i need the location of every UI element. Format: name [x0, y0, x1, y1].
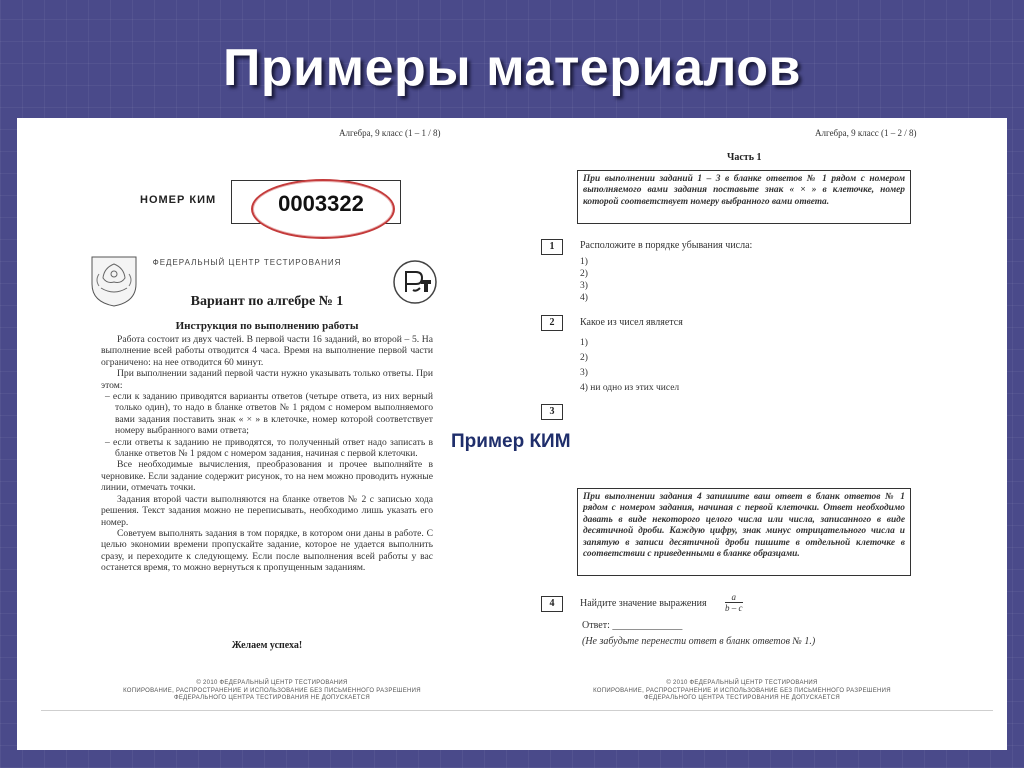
- instruction-title: Инструкция по выполнению работы: [175, 320, 359, 332]
- copyright-line: ФЕДЕРАЛЬНОГО ЦЕНТРА ТЕСТИРОВАНИЯ НЕ ДОПУСКАЕТСЯ: [173, 695, 371, 701]
- answer-option: 3): [580, 368, 588, 378]
- fraction-numerator: a: [725, 592, 743, 603]
- question-number: 4: [541, 596, 563, 612]
- fraction-denominator: b – c: [725, 603, 743, 613]
- instruction-paragraph: Задания второй части выполняются на бланке ответов № 2 с записью хода решения. Текст задания можно не переписывать, необходимо лишь указать его номер.: [101, 493, 433, 528]
- answer-options: [580, 256, 588, 304]
- copyright-line: ФЕДЕРАЛЬНОГО ЦЕНТРА ТЕСТИРОВАНИЯ НЕ ДОПУСКАЕТСЯ: [643, 695, 841, 701]
- variant-title: Вариант по алгебре № 1: [190, 294, 344, 309]
- copyright-line: © 2010 ФЕДЕРАЛЬНЫЙ ЦЕНТР ТЕСТИРОВАНИЯ: [196, 680, 348, 686]
- instruction-box-2: При выполнении задания 4 запишите ваш ответ в бланк ответов № 1 рядом с номером задания, начиная с первой клеточки. Ответ необходимо давать в виде некоторого целого числа или числа, записанного в виде десятичной дроби. Каждую цифру, знак минус отрицательного числа и запятую в записи десятичной дроби пишите в отдельной клеточке в соответствии с приведенными в бланке образцами.: [577, 488, 911, 576]
- example-kim-label: Пример КИМ: [451, 431, 571, 452]
- closing-wish: Желаем успеха!: [231, 640, 303, 651]
- instruction-paragraph: При выполнении заданий первой части нужно указывать только ответы. При этом:: [101, 368, 433, 391]
- instruction-paragraph: Советуем выполнять задания в том порядке, в котором они даны в работе. С целью экономии времени пропускайте задание, которое не удается выполнить сразу, и переходите к следующему. Если после выполнения всей работы у вас останется время, то можно вернуться к пропущенным заданиям.: [101, 527, 433, 574]
- instruction-paragraph: Все необходимые вычисления, преобразования и прочее выполняйте в черновике. Если задание содержит рисунок, то на нем можно проводить нужные линии, отмечать точки.: [101, 459, 433, 494]
- transfer-reminder: (Не забудьте перенести ответ в бланк ответов № 1.): [582, 636, 816, 647]
- answer-option: 4): [580, 293, 588, 303]
- page-2-copyright: [577, 680, 907, 703]
- copyright-line: КОПИРОВАНИЕ, РАСПРОСТРАНЕНИЕ И ИСПОЛЬЗОВАНИЕ БЕЗ ПИСЬМЕННОГО РАЗРЕШЕНИЯ: [123, 687, 421, 694]
- instruction-box-1: При выполнении заданий 1 – 3 в бланке ответов № 1 рядом с номером выполняемого вами задания поставьте знак « × » в клеточке, номер которой соответствует номеру выбранного вами ответа.: [577, 170, 911, 224]
- answer-option: 1): [580, 257, 588, 267]
- part-title: Часть 1: [727, 152, 762, 163]
- instruction-body: [101, 334, 433, 574]
- page-2: [497, 118, 1007, 750]
- question-text: Расположите в порядке убывания числа:: [580, 240, 753, 251]
- page-2-header: Алгебра, 9 класс (1 – 2 / 8): [815, 128, 917, 138]
- answer-options: [580, 336, 679, 396]
- slide-title: Примеры материалов: [223, 39, 801, 97]
- answer-line: Ответ: ______________: [582, 620, 683, 631]
- page-1-header: Алгебра, 9 класс (1 – 1 / 8): [339, 128, 441, 138]
- instruction-bullet: – если к заданию приводятся варианты ответов (четыре ответа, из них верный только один), то надо в бланке ответов № 1 рядом с номером выполняемого вами задания поставить знак « × » в клеточке, номер которой соответствует номеру выбранного вами ответа;: [105, 391, 433, 437]
- federal-center-name: ФЕДЕРАЛЬНЫЙ ЦЕНТР ТЕСТИРОВАНИЯ: [152, 258, 342, 267]
- question-number: 3: [541, 404, 563, 420]
- question-text: Какое из чисел является: [580, 317, 683, 328]
- instruction-bullet: – если ответы к заданию не приводятся, то полученный ответ надо записать в бланке ответов № 1 рядом с номером задания, начиная с первой клеточки.: [105, 436, 433, 460]
- bottom-divider: [41, 710, 993, 711]
- copyright-line: КОПИРОВАНИЕ, РАСПРОСТРАНЕНИЕ И ИСПОЛЬЗОВАНИЕ БЕЗ ПИСЬМЕННОГО РАЗРЕШЕНИЯ: [593, 687, 891, 694]
- copyright-line: © 2010 ФЕДЕРАЛЬНЫЙ ЦЕНТР ТЕСТИРОВАНИЯ: [666, 680, 818, 686]
- kim-number: 0003322: [278, 191, 364, 216]
- fraction: [725, 592, 743, 613]
- answer-option: 4) ни одно из этих чисел: [580, 383, 680, 393]
- page-1: [17, 118, 477, 750]
- answer-option: 2): [580, 353, 588, 363]
- instruction-paragraph: Работа состоит из двух частей. В первой части 16 заданий, во второй – 5. На выполнение всей работы отводится 4 часа. Время на выполнение первой части ограничено: на нее отводится 60 минут.: [101, 334, 433, 368]
- answer-option: 1): [580, 338, 588, 348]
- answer-option: 2): [580, 269, 588, 279]
- kim-label: НОМЕР КИМ: [140, 194, 217, 206]
- question-text: Найдите значение выражения: [580, 598, 707, 609]
- answer-option: 3): [580, 281, 588, 291]
- question-number: 2: [541, 315, 563, 331]
- question-number: 1: [541, 239, 563, 255]
- page-1-copyright: [117, 680, 427, 703]
